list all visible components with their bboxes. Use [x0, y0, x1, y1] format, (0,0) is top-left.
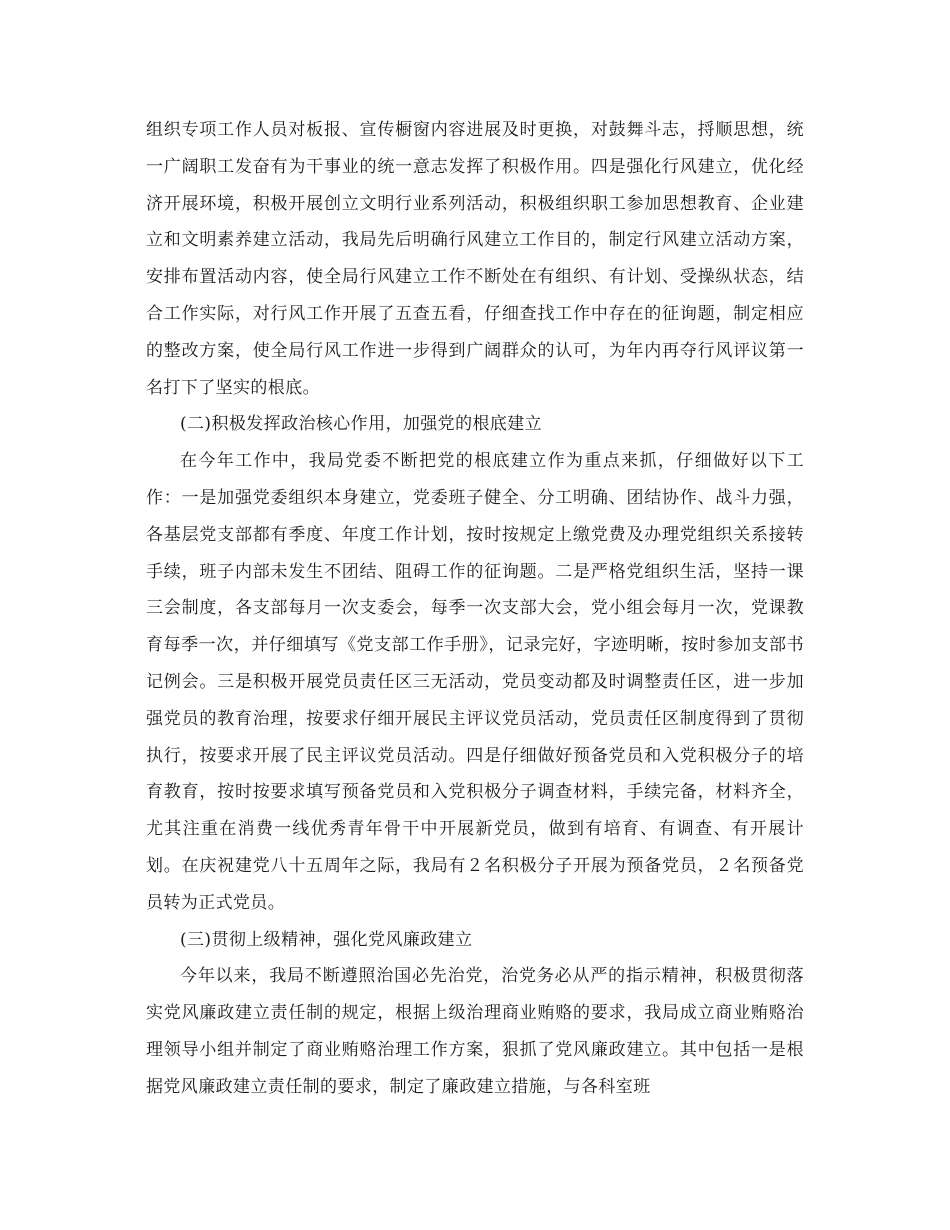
body-paragraph-3: 今年以来，我局不断遵照治国必先治党，治党务必从严的指示精神，积极贯彻落实党风廉政建立责任制的规定，根据上级治理商业贿赂的要求，我局成立商业贿赂治理领导小组并制定了商业贿赂治理工作方案，狠抓了党风廉政建立。其中包括一是根据党风廉政建立责任制的要求，制定了廉政建立措施，与各科室班 — [146, 966, 804, 1097]
body-paragraph-2: 在今年工作中，我局党委不断把党的根底建立作为重点来抓，仔细做好以下工作：一是加强党委组织本身建立，党委班子健全、分工明确、团结协作、战斗力强，各基层党支部都有季度、年度工作计划，按时按规定上缴党费及办理党组织关系接转手续，班子内部未发生不团结、阻碍工作的征询题。二是严格党组织生活，坚持一课三会制度，各支部每月一次支委会，每季一次支部大会，党小组会每月一次，党课教育每季一次，并仔细填写《党支部工作手册》，记录完好，字迹明晰，按时参加支部书记例会。三是积极开展党员责任区三无活动，党员变动都及时调整责任区，进一步加强党员的教育治理，按要求仔细开展民主评议党员活动，党员责任区制度得到了贯彻执行，按要求开展了民主评议党员活动。四是仔细做好预备党员和入党积极分子的培育教育，按时按要求填写预备党员和入党积极分子调查材料，手续完备，材料齐全，尤其注重在消费一线优秀青年骨干中开展新党员，做到有培育、有调查、有开展计划。在庆祝建党八十五周年之际，我局有２名积极分子开展为预备党员，２名预备党员转为正式党员。 — [146, 451, 804, 913]
section-heading-2: (二)积极发挥政治核心作用，加强党的根底建立 — [180, 414, 543, 435]
document-body — [146, 112, 804, 1106]
section-heading-3: (三)贯彻上级精神，强化党风廉政建立 — [180, 929, 473, 950]
body-paragraph-1: 组织专项工作人员对板报、宣传橱窗内容进展及时更换，对鼓舞斗志，捋顺思想，统一广阔职工发奋有为干事业的统一意志发挥了积极作用。四是强化行风建立，优化经济开展环境，积极开展创立文明行业系列活动，积极组织职工参加思想教育、企业建立和文明素养建立活动，我局先后明确行风建立工作目的，制定行风建立活动方案，安排布置活动内容，使全局行风建立工作不断处在有组织、有计划、受操纵状态，结合工作实际，对行风工作开展了五查五看，仔细查找工作中存在的征询题，制定相应的整改方案，使全局行风工作进一步得到广阔群众的认可，为年内再夺行风评议第一名打下了坚实的根底。 — [146, 120, 804, 398]
